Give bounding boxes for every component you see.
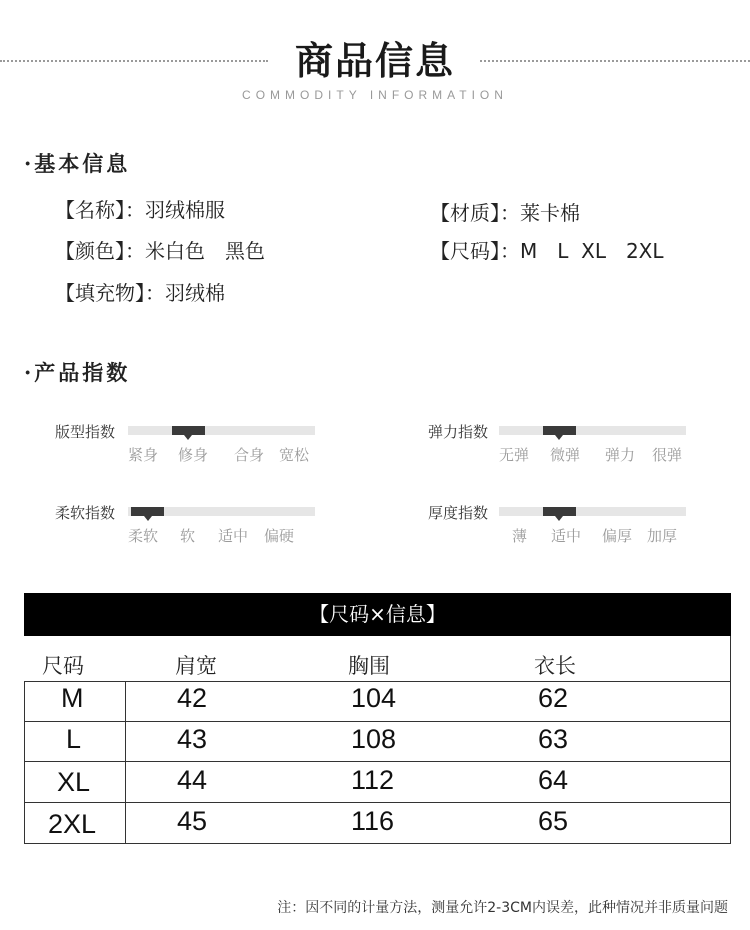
page-subtitle: COMMODITY INFORMATION bbox=[242, 88, 508, 102]
index-label-elasticity: 弹力指数 bbox=[428, 423, 489, 441]
index-option: 柔软 bbox=[128, 527, 159, 545]
index-label-fit: 版型指数 bbox=[55, 423, 116, 441]
index-option: 合身 bbox=[234, 446, 265, 464]
index-option: 紧身 bbox=[128, 446, 159, 464]
index-option: 加厚 bbox=[647, 527, 678, 545]
index-bar-softness bbox=[128, 507, 315, 516]
index-marker-elasticity bbox=[543, 426, 576, 435]
table-cell-size: XL bbox=[57, 767, 91, 797]
table-header-chest: 胸围 bbox=[348, 654, 390, 678]
info-name-value: ：羽绒棉服 bbox=[125, 198, 225, 222]
table-cell: 63 bbox=[538, 724, 569, 754]
table-divider bbox=[24, 843, 731, 844]
size-table bbox=[24, 636, 731, 844]
table-cell: 64 bbox=[538, 765, 569, 795]
table-divider bbox=[24, 761, 731, 762]
info-filling bbox=[55, 277, 225, 306]
table-cell: 43 bbox=[177, 724, 208, 754]
info-size-label: 【尺码】 bbox=[430, 239, 500, 263]
table-border-left bbox=[24, 681, 25, 844]
measurement-note: 注：因不同的计量方法，测量允许2-3CM内误差，此种情况并非质量问题 bbox=[277, 900, 728, 916]
table-cell-size: 2XL bbox=[48, 809, 97, 839]
info-name bbox=[55, 194, 225, 223]
index-label-softness: 柔软指数 bbox=[55, 504, 116, 522]
info-material-label: 【材质】 bbox=[430, 201, 500, 225]
table-header-size: 尺码 bbox=[42, 654, 84, 678]
table-cell-size: L bbox=[66, 724, 82, 754]
index-bar-elasticity bbox=[499, 426, 686, 435]
index-option: 无弹 bbox=[499, 446, 530, 464]
table-divider bbox=[24, 802, 731, 803]
table-cell: 42 bbox=[177, 683, 208, 713]
table-header-length: 衣长 bbox=[534, 654, 576, 678]
table-cell: 45 bbox=[177, 806, 208, 836]
index-marker-thickness bbox=[543, 507, 576, 516]
index-marker-fit bbox=[172, 426, 205, 435]
table-divider bbox=[24, 721, 731, 722]
page-title: 商品信息 bbox=[294, 39, 455, 83]
index-option: 很弹 bbox=[652, 446, 683, 464]
table-column-divider bbox=[125, 681, 126, 844]
info-color-value: ：米白色 黑色 bbox=[125, 239, 265, 263]
indices-heading: ·产品指数 bbox=[24, 360, 131, 385]
info-material bbox=[430, 197, 580, 226]
table-cell: 108 bbox=[351, 724, 397, 754]
table-cell: 44 bbox=[177, 765, 208, 795]
index-option: 弹力 bbox=[605, 446, 636, 464]
index-label-thickness: 厚度指数 bbox=[428, 504, 489, 522]
table-cell: 112 bbox=[351, 765, 395, 795]
table-cell: 65 bbox=[538, 806, 569, 836]
size-table-title: 【尺码×信息】 bbox=[24, 593, 731, 636]
index-option: 宽松 bbox=[279, 446, 310, 464]
table-cell-size: M bbox=[61, 683, 84, 713]
index-bar-thickness bbox=[499, 507, 686, 516]
info-name-label: 【名称】 bbox=[55, 198, 125, 222]
index-bar-fit bbox=[128, 426, 315, 435]
info-size-value: ：M L XL 2XL bbox=[500, 239, 664, 263]
index-option: 修身 bbox=[178, 446, 209, 464]
index-option: 偏硬 bbox=[264, 527, 295, 545]
table-divider bbox=[24, 681, 731, 682]
info-filling-label: 【填充物】 bbox=[55, 281, 145, 305]
index-option: 适中 bbox=[218, 527, 249, 545]
table-cell: 62 bbox=[538, 683, 569, 713]
index-option: 微弹 bbox=[550, 446, 581, 464]
info-color bbox=[55, 235, 265, 264]
info-size bbox=[430, 235, 664, 264]
index-option: 软 bbox=[180, 527, 196, 545]
table-header-shoulder: 肩宽 bbox=[175, 654, 217, 678]
table-cell: 116 bbox=[351, 806, 395, 836]
index-option: 偏厚 bbox=[602, 527, 633, 545]
index-marker-softness bbox=[131, 507, 164, 516]
info-material-value: ：莱卡棉 bbox=[500, 201, 580, 225]
index-option: 适中 bbox=[551, 527, 582, 545]
basic-info-heading: ·基本信息 bbox=[24, 151, 131, 176]
info-color-label: 【颜色】 bbox=[55, 239, 125, 263]
table-border-right bbox=[730, 636, 731, 844]
info-filling-value: ：羽绒棉 bbox=[145, 281, 225, 305]
index-option: 薄 bbox=[512, 527, 528, 545]
table-cell: 104 bbox=[351, 683, 397, 713]
